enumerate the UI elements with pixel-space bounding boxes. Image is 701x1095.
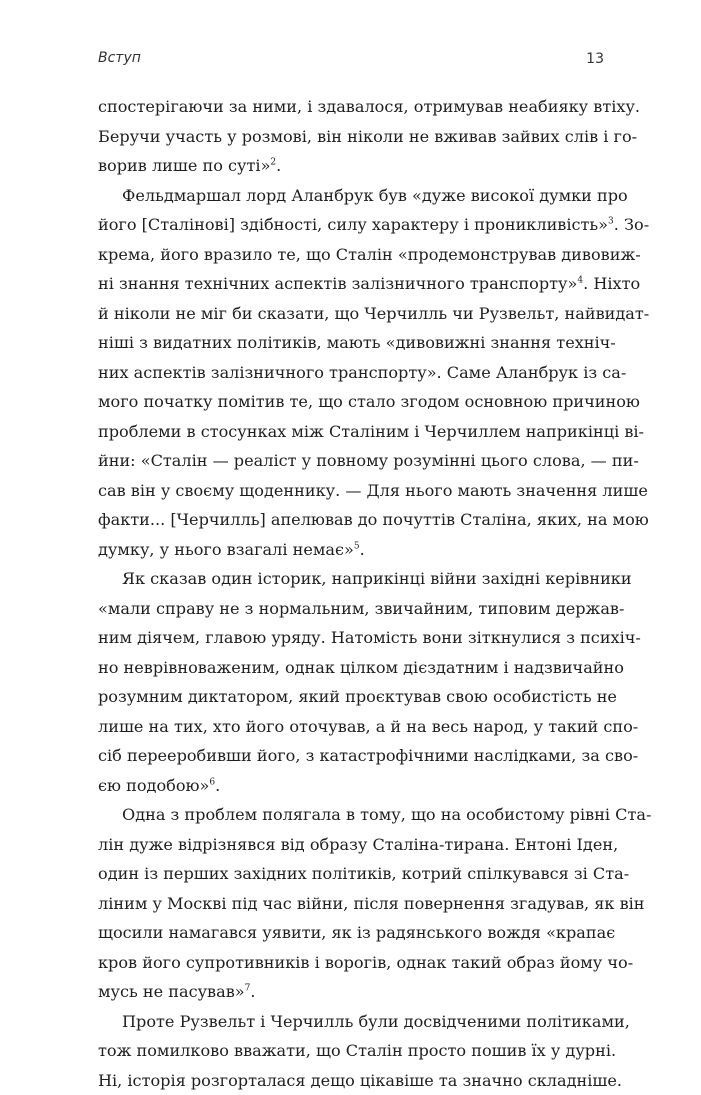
line-text: думку, у нього взагалі немає»	[98, 540, 354, 559]
line-text: щосили намагався уявити, як із радянського вождя «крапає	[98, 923, 615, 942]
text-line	[98, 476, 608, 506]
line-text: мого початку помітив те, що стало згодом основною причиною	[98, 392, 640, 411]
text-line	[98, 240, 608, 270]
line-text: факти... [Черчилль] апелював до почуттів Сталіна, яких, на мою	[98, 510, 649, 529]
text-line	[98, 269, 608, 299]
text-line	[98, 859, 608, 889]
text-line	[98, 358, 608, 388]
line-text: Проте Рузвельт і Черчилль були досвідченими політиками,	[122, 1012, 630, 1031]
line-text: Фельдмаршал лорд Аланбрук був «дуже високої думки про	[122, 186, 628, 205]
text-line	[98, 564, 608, 594]
line-text: лише на тих, хто його оточував, а й на весь народ, у такий спо-	[98, 717, 638, 736]
text-line	[98, 151, 608, 181]
text-line	[98, 417, 608, 447]
line-text: но неврівноваженим, однак цілком дієздатним і надзвичайно	[98, 658, 624, 677]
footnote-reference: 7	[245, 984, 251, 994]
line-text: ворив лише по суті»	[98, 156, 270, 175]
line-text: Як сказав один історик, наприкінці війни західні керівники	[122, 569, 632, 588]
line-text-tail: . Ніхто	[583, 274, 640, 293]
line-text: ліним у Москві під час війни, після повернення згадував, як він	[98, 894, 645, 913]
line-text: спостерігаючи за ними, і здавалося, отримував неабияку втіху.	[98, 97, 640, 116]
running-head-section-title: Вступ	[98, 50, 141, 66]
text-line	[98, 1066, 608, 1095]
line-text: «мали справу не з нормальним, звичайним, типовим держав-	[98, 599, 624, 618]
line-text-tail: . Зо-	[614, 215, 649, 234]
text-line	[98, 535, 608, 565]
text-line	[98, 977, 608, 1007]
line-text: єю подобою»	[98, 776, 209, 795]
text-line	[98, 741, 608, 771]
text-line	[98, 682, 608, 712]
text-line	[98, 505, 608, 535]
paragraph	[98, 92, 608, 181]
text-line	[98, 1036, 608, 1066]
footnote-reference: 2	[270, 158, 276, 168]
line-text: сав він у своєму щоденнику. — Для нього мають значення лише	[98, 481, 648, 500]
text-line	[98, 653, 608, 683]
line-text: ніші з видатних політиків, мають «дивовижні знання техніч-	[98, 333, 616, 352]
text-line	[98, 918, 608, 948]
page-number: 13	[586, 51, 604, 67]
text-line	[98, 594, 608, 624]
line-text: кров його супротивників і ворогів, однак такий образ йому чо-	[98, 953, 633, 972]
line-text: розумним диктатором, який проєктував свою особистість не	[98, 687, 617, 706]
text-line	[98, 889, 608, 919]
footnote-reference: 6	[209, 777, 215, 787]
text-line	[98, 623, 608, 653]
line-text-tail: .	[276, 156, 281, 175]
text-line	[98, 830, 608, 860]
line-text: Одна з проблем полягала в тому, що на особистому рівні Ста-	[122, 805, 651, 824]
line-text: Беручи участь у розмові, він ніколи не вживав зайвих слів і го-	[98, 127, 637, 146]
body-text	[98, 92, 608, 1095]
paragraph	[98, 1007, 608, 1095]
text-line	[98, 92, 608, 122]
paragraph	[98, 564, 608, 800]
text-line	[98, 771, 608, 801]
text-line	[98, 328, 608, 358]
line-text: його [Сталінові] здібності, силу характеру і проникливість»	[98, 215, 608, 234]
text-line	[98, 948, 608, 978]
line-text-tail: .	[215, 776, 220, 795]
line-text: один із перших західних політиків, котрий спілкувався зі Ста-	[98, 864, 629, 883]
footnote-reference: 5	[354, 541, 360, 551]
text-line	[98, 387, 608, 417]
line-text: лін дуже відрізнявся від образу Сталіна-тирана. Ентоні Іден,	[98, 835, 618, 854]
line-text: ні знання технічних аспектів залізничного транспорту»	[98, 274, 577, 293]
line-text-tail: .	[250, 982, 255, 1001]
line-text: Ні, історія розгорталася дещо цікавіше та значно складніше.	[98, 1071, 622, 1090]
line-text: йни: «Сталін — реаліст у повному розумінні цього слова, — пи-	[98, 451, 639, 470]
line-text: крема, його вразило те, що Сталін «продемонстрував дивовиж-	[98, 245, 641, 264]
footnote-reference: 4	[577, 276, 583, 286]
line-text: мусь не пасував»	[98, 982, 245, 1001]
line-text: них аспектів залізничного транспорту». Саме Аланбрук із са-	[98, 363, 626, 382]
text-line	[98, 299, 608, 329]
text-line	[98, 122, 608, 152]
line-text: проблеми в стосунках між Сталіним і Черчиллем наприкінці ві-	[98, 422, 644, 441]
footnote-reference: 3	[608, 217, 614, 227]
line-text: й ніколи не міг би сказати, що Черчилль чи Рузвельт, найвидат-	[98, 304, 649, 323]
text-line	[98, 446, 608, 476]
text-line	[98, 181, 608, 211]
line-text: тож помилково вважати, що Сталін просто пошив їх у дурні.	[98, 1041, 616, 1060]
line-text-tail: .	[360, 540, 365, 559]
text-line	[98, 712, 608, 742]
line-text: ним діячем, главою уряду. Натомість вони зіткнулися з психіч-	[98, 628, 641, 647]
paragraph	[98, 800, 608, 1007]
text-line	[98, 210, 608, 240]
text-line	[98, 800, 608, 830]
text-line	[98, 1007, 608, 1037]
line-text: сіб перееробивши його, з катастрофічними наслідками, за сво-	[98, 746, 638, 765]
paragraph	[98, 181, 608, 565]
